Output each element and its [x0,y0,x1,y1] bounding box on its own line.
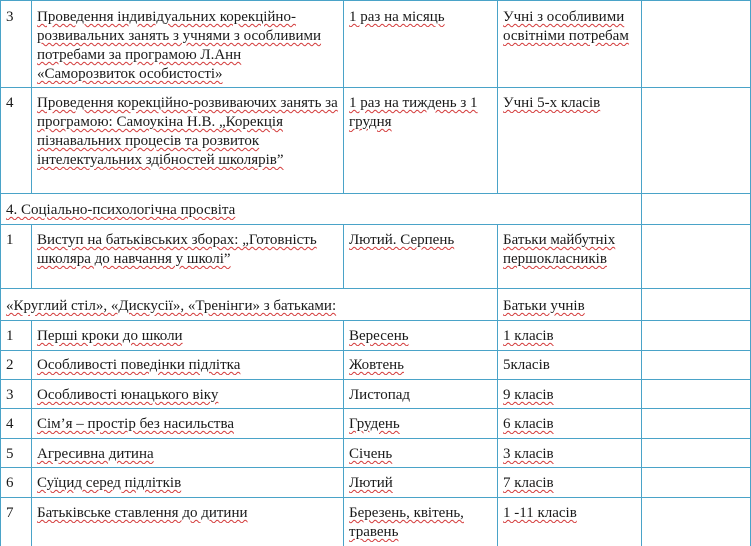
topic-number: 2 [6,357,14,373]
h-line [0,467,751,468]
topic-term [344,444,497,464]
who-text: Учні 5-х класів [503,95,601,111]
topic-who [498,385,641,405]
who-text: Батьки майбутніх першокласників [503,232,616,267]
h-line [0,224,751,225]
round-table-text: «Круглий стіл», «Дискусії», «Тренінги» з батьками: [6,298,337,314]
h-line [0,288,751,289]
note-cell [642,230,750,231]
round-table-label [1,296,497,316]
topic-text: Особливості юнацького віку [37,387,219,403]
term-cell [344,93,497,132]
topic-term [344,355,497,375]
topic-who-text: 1 класів [503,328,554,344]
topic-term-text: Жовтень [349,357,404,373]
activity-text: Проведення корекційно-розвиваючих занять за програмою: Самоукіна Н.В. „Корекція пізнавальних процесів та розвиток інтелектуальних здібностей школярів” [37,95,338,168]
h-line [0,193,751,194]
topic-term [344,385,497,405]
topic-number: 4 [6,416,14,432]
topic-term-text: Листопад [349,387,411,403]
topic-who [498,355,641,375]
topic-number: 1 [6,328,14,344]
topic-text: Сім’я – простір без насильства [37,416,234,432]
who-text: Учні з особливими освітніми потребам [503,9,629,44]
row-number: 1 [6,232,14,248]
topic-term-text: Вересень [349,328,409,344]
topic-term [344,326,497,346]
topic-term [344,503,497,542]
topic-text: Особливості поведінки підлітка [37,357,241,373]
topic-cell [32,473,343,493]
who-cell [498,230,641,269]
note-cell [642,93,750,94]
topic-who [498,414,641,434]
topic-cell [32,385,343,405]
section-header [1,200,641,220]
topic-term [344,414,497,434]
h-line [0,408,751,409]
h-line [0,0,751,1]
activity-cell [32,7,343,84]
h-line [0,379,751,380]
topic-cell [32,355,343,375]
row-number: 4 [6,95,14,111]
activity-cell [32,93,343,170]
term-text: Лютий. Серпень [349,232,455,248]
topic-term-text: Березень, квітень, травень [349,505,464,540]
term-text: 1 раз на місяць [349,9,445,25]
activity-text: Виступ на батьківських зборах: „Готовність школяра до навчання у школі” [37,232,317,267]
topic-text: Батьківське ставлення до дитини [37,505,248,521]
topic-term-text: Січень [349,446,393,462]
who-cell [498,93,641,113]
topic-cell [32,503,343,523]
topic-who [498,473,641,493]
topic-who-text: 7 класів [503,475,554,491]
topic-who-text: 5класів [503,357,550,373]
topic-number: 3 [6,387,14,403]
h-line [0,320,751,321]
who-cell [498,7,641,46]
term-text: 1 раз на тиждень з 1 грудня [349,95,478,130]
h-line [0,497,751,498]
topic-text: Суїцид серед підлітків [37,475,182,491]
topic-number: 6 [6,475,14,491]
topic-who-text: 6 класів [503,416,554,432]
topic-text: Агресивна дитина [37,446,154,462]
v-line [641,0,642,546]
topic-text: Перші кроки до школи [37,328,183,344]
section-header-text: 4. Соціально-психологічна просвіта [6,202,236,218]
h-line [0,438,751,439]
term-cell [344,230,497,250]
topic-cell [32,444,343,464]
topic-term-text: Лютий [349,475,393,491]
term-cell [344,7,497,27]
topic-who-text: 9 класів [503,387,554,403]
round-table-who [498,296,641,316]
topic-who-text: 3 класів [503,446,554,462]
topic-who-text: 1 -11 класів [503,505,577,521]
topic-who [498,326,641,346]
h-line [0,350,751,351]
topic-cell [32,326,343,346]
activity-cell [32,230,343,269]
h-line [0,87,751,88]
topic-who [498,503,641,523]
topic-cell [32,414,343,434]
topic-who [498,444,641,464]
topic-number: 7 [6,505,14,521]
round-table-who-text: Батьки учнів [503,298,585,314]
topic-term-text: Грудень [349,416,400,432]
note-cell [642,7,750,8]
row-number: 3 [6,9,14,25]
topic-number: 5 [6,446,14,462]
topic-term [344,473,497,493]
v-line [0,0,1,546]
activity-text: Проведення індивідуальних корекційно-розвивальних занять з учнями з особливими потребами за програмою Л.Анн «Саморозвиток особистості» [37,9,322,82]
